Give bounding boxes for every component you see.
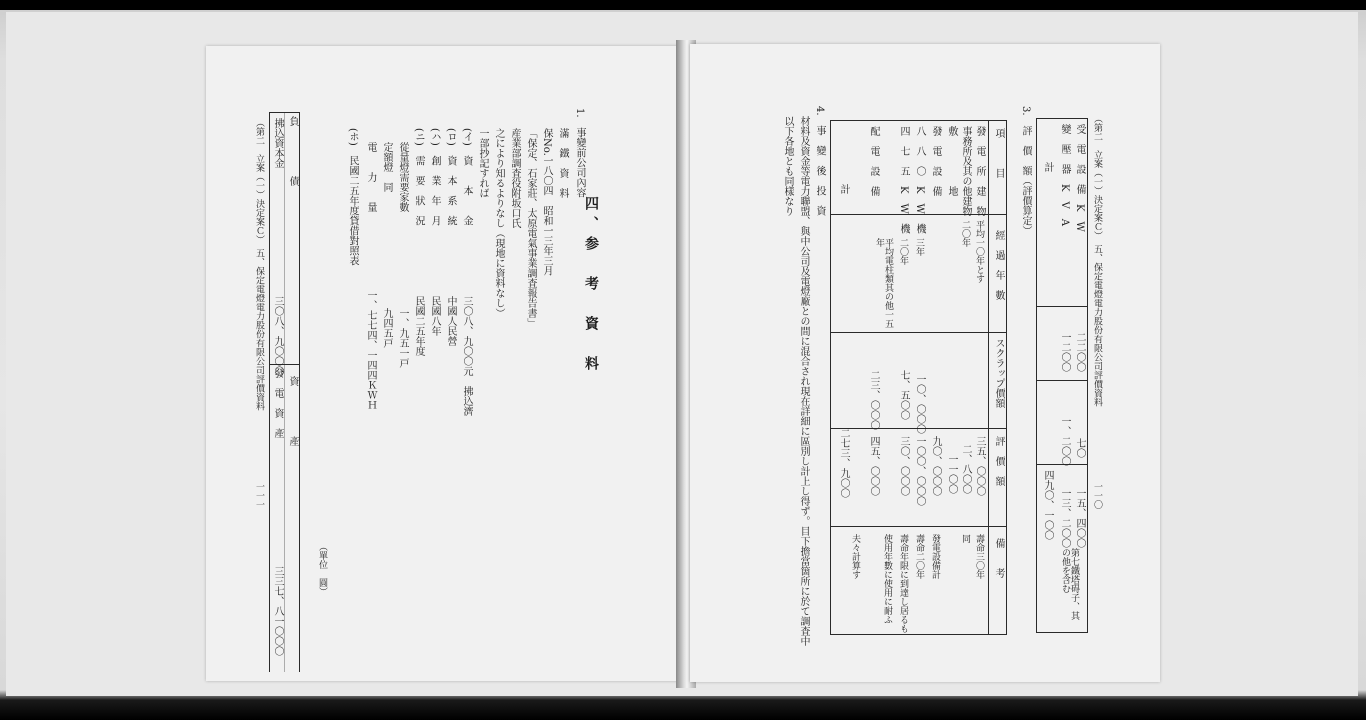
summary-label: 定額燈 同 (381, 142, 392, 192)
eval-scrap: 一〇、〇〇〇 (914, 374, 925, 434)
eval-value: 四五、〇〇〇 (868, 436, 879, 496)
equipment-row: 變 壓 器 K V A (1059, 124, 1070, 226)
eval-item: 四 七 五 K W 機 (898, 126, 909, 234)
eval-note: 發電設備計 (930, 534, 940, 579)
eval-header: スクラップ價額 (993, 338, 1004, 408)
eval-item: 事務所及其の他建物 (960, 126, 971, 216)
eval-value: 二、八〇〇 (960, 444, 971, 494)
eval-value: 一〇〇、〇〇〇 (914, 436, 925, 506)
summary-value: 中國人民營 (445, 296, 456, 346)
section4-title: 4. 事 變 後 投 資 (814, 106, 825, 216)
summary-label: (ハ) 創 業 年 月 (429, 128, 440, 226)
eval-total-label: 計 (838, 184, 849, 194)
equipment-total: 四九〇、一〇〇 (1042, 470, 1053, 540)
section4-body: 以下各地とも同樣なり (782, 116, 793, 216)
right-page (690, 44, 1160, 682)
equipment-value: 一二〇〇 (1059, 332, 1070, 372)
assets-header: 資 產 (287, 376, 298, 446)
eval-note: 壽命二〇年 (914, 534, 924, 579)
balance-value: 三〇八、九〇〇〇 (272, 296, 283, 376)
equipment-remark: 第七鐵塔碍子、其の他を含む (1060, 548, 1079, 620)
eval-value: 三〇、〇〇〇 (898, 436, 909, 496)
asset-label: 發 電 資 產 (272, 368, 283, 438)
eval-item: 敷 地 (946, 126, 957, 196)
equipment-total: 一五、四〇〇 (1074, 488, 1085, 548)
eval-years: 二〇年 (960, 220, 970, 247)
equipment-total: 一三、二〇〇 (1059, 488, 1070, 548)
eval-total-value: 二七三、九〇〇 (838, 428, 849, 498)
eval-header: 項 目 (993, 128, 1004, 178)
summary-label: 從量燈需要家數 (397, 142, 408, 212)
summary-value: 一、九五一戸 (397, 308, 408, 368)
eval-value: 三五、〇〇〇 (974, 436, 985, 496)
equipment-note: 一、二〇〇 (1059, 416, 1070, 466)
summary-label: 電 力 量 (365, 142, 376, 212)
summary-value: 三〇八、九〇〇元 拂込濟 (461, 296, 472, 416)
summary-label: (イ) 資 本 金 (461, 128, 472, 226)
source-line-6: 一部抄記すれば (477, 128, 488, 198)
eval-years: 平均電柱類其の他一五年 (874, 238, 893, 328)
eval-years: 平均一〇年とす (974, 220, 984, 283)
section3-title: 3. 評 價 額（評價算定） (1020, 106, 1031, 236)
eval-years: 二〇年 (898, 238, 908, 265)
source-line-4: 産業部調査役附坂口氏 (509, 128, 520, 228)
eval-scrap: 二三、〇〇〇 (868, 370, 879, 430)
equipment-row: 受 電 設 備 K W (1074, 124, 1085, 232)
section4-body: 材料及資金等電力聯盟、與中公司及電燈廠との間に混合され現在詳細に區別し計上し得ず。目下擔當箇所に於て調査中 (798, 116, 809, 646)
source-line-5: 之により知るよりなし（現地に資料なし） (493, 128, 504, 318)
source-line-2: 保No.一八〇四 昭和一三年三月 (541, 128, 552, 276)
eval-item: 八 八 〇 K W 機 (914, 126, 925, 234)
eval-scrap: 七、五〇〇 (898, 370, 909, 420)
eval-note: 壽命三〇年 (974, 534, 984, 579)
eval-note: 同 (960, 534, 970, 543)
equipment-row: 計 (1042, 162, 1053, 172)
eval-years: 三年 (914, 238, 924, 256)
eval-value: 一一〇〇 (946, 454, 957, 494)
section1-title: 1. 事變前公司內容 (574, 108, 585, 198)
summary-value: 九四五戸 (381, 308, 392, 348)
eval-note: 壽命年限に到達し居るも (898, 534, 908, 633)
source-line-3: 「保定、石家莊、太原電氣事業調査報告書」 (525, 128, 536, 328)
eval-header: 評 價 額 (993, 436, 1004, 486)
balance-label: 拂込資本金 (272, 118, 283, 168)
summary-label: (ホ) 民國二五年度貸借對照表 (347, 128, 358, 266)
equipment-value: 二二〇〇 (1074, 332, 1085, 372)
summary-label: (ロ) 資 本 系 統 (445, 128, 456, 226)
eval-note: 使用年數に使用に耐ふ (882, 534, 892, 624)
eval-item: 發 電 設 備 (930, 126, 941, 196)
eval-header: 備 考 (993, 538, 1004, 578)
page-heading: 四、参 考 資 料 (583, 196, 599, 376)
eval-note: 夫々計算す (850, 534, 860, 579)
eval-header: 經 過 年 數 (993, 230, 1004, 300)
summary-label: (ニ) 需 要 狀 況 (413, 128, 424, 226)
asset-value: 三三七、八一〇〇〇 (272, 566, 283, 656)
page-header: （第二 立案（一）決定案Ｃ） 五、保定電燈電力股份有限公司評價資料 (1092, 114, 1102, 407)
page-number: 一一一 (254, 482, 264, 509)
eval-value: 九〇、〇〇〇 (930, 436, 941, 496)
summary-value: 民國八年 (429, 296, 440, 336)
liabilities-header: 負 債 (287, 116, 298, 186)
equipment-note: 七〇 (1074, 438, 1085, 458)
summary-value: 一、七七四、一四四ＫＷＨ (365, 290, 376, 410)
eval-item: 發 電 所 建 物 (974, 126, 985, 216)
summary-value: 民國二五年度 (413, 296, 424, 356)
source-line-1: 滿 鐵 資 料 (557, 128, 568, 198)
page-footer: （第二 立案（一）決定案Ｃ） 五、保定電燈電力股份有限公司評價資料 (254, 118, 264, 411)
unit-note: （單位 圓） (317, 542, 327, 596)
left-page (206, 46, 678, 681)
eval-item: 配 電 設 備 (868, 126, 879, 196)
page-number: 一一〇 (1092, 482, 1102, 509)
